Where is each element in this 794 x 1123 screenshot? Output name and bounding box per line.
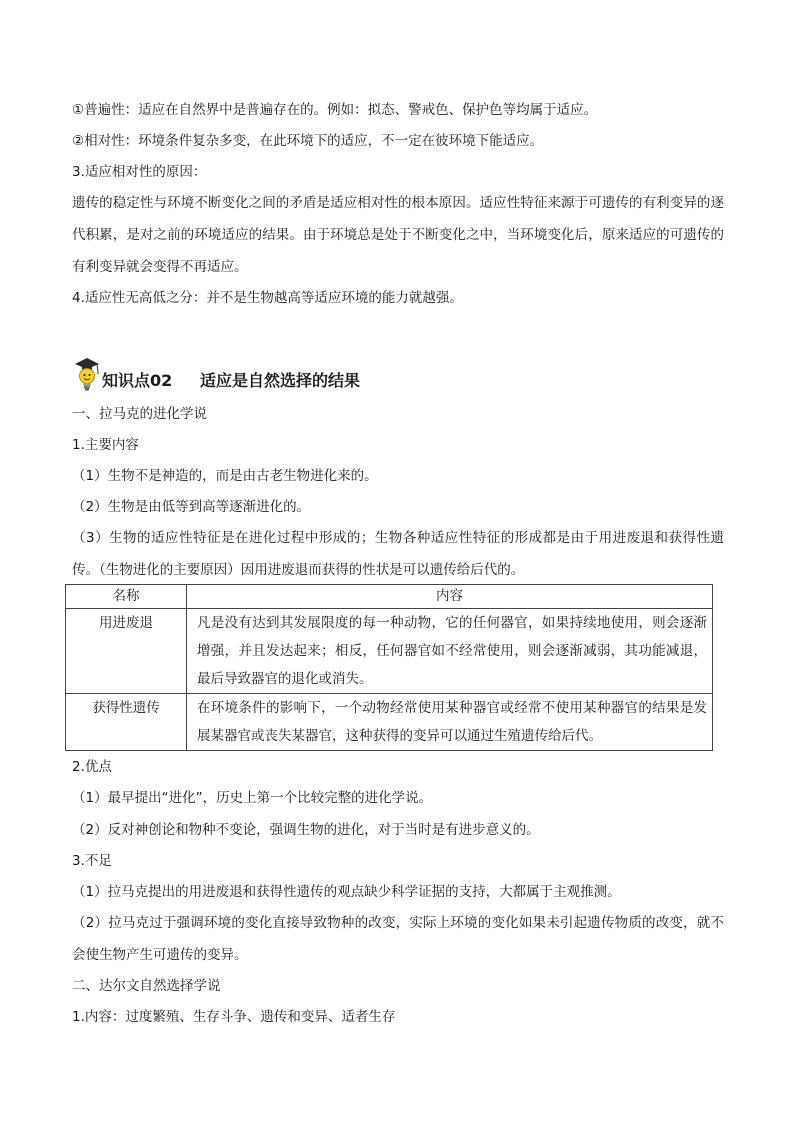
table-row (66, 609, 713, 694)
table-cell-name: 获得性遗传 (66, 694, 187, 751)
relativity-line: ②相对性：环境条件复杂多变，在此环境下的适应，不一定在彼环境下能适应。 (72, 133, 544, 149)
universality-line: ①普遍性：适应在自然界中是普遍存在的。例如：拟态、警戒色、保护色等均属于适应。 (72, 102, 598, 118)
flaw-title: 3.不足 (72, 853, 112, 869)
knowledge-point-title: 适应是自然选择的结果 (200, 371, 361, 390)
table-header-content: 内容 (187, 585, 713, 609)
knowledge-point-heading (72, 355, 572, 395)
lamarck-table (65, 584, 713, 751)
cause-title: 3.适应相对性的原因： (72, 164, 207, 180)
merit-1: （1）最早提出“进化”，历史上第一个比较完整的进化学说。 (72, 790, 433, 806)
darwin-content: 1.内容：过度繁殖、生存斗争、遗传和变异、适者生存 (72, 1009, 396, 1025)
no-rank-line: 4.适应性无高低之分：并不是生物越高等适应环境的能力就越强。 (72, 290, 463, 306)
table-row (66, 694, 713, 751)
table-cell-content: 凡是没有达到其发展限度的每一种动物，它的任何器官，如果持续地使用，则会逐渐增强，并且发达起来；相反，任何器官如不经常使用，则会逐渐减弱，其功能减退，最后导致器官的退化或消失。 (187, 609, 713, 694)
lamarck-main-title: 1.主要内容 (72, 437, 139, 453)
table-cell-name: 用进废退 (66, 609, 187, 694)
table-cell-content: 在环境条件的影响下，一个动物经常使用某种器官或经常不使用某种器官的结果是发展某器官或丧失某器官，这种获得的变异可以通过生殖遗传给后代。 (187, 694, 713, 751)
flaw-2: （2）拉马克过于强调环境的变化直接导致物种的改变，实际上环境的变化如果未引起遗传物质的改变，就不会使生物产生可遗传的变异。 (72, 915, 724, 963)
table-header-row (66, 585, 713, 609)
knowledge-point-label: 知识点02 (102, 371, 173, 390)
merit-2: （2）反对神创论和物种不变论，强调生物的进化，对于当时是有进步意义的。 (72, 822, 540, 838)
lamarck-point-3: （3）生物的适应性特征是在进化过程中形成的；生物各种适应性特征的形成都是由于用进废退和获得性遗传。（生物进化的主要原因）因用进废退而获得的性状是可以遗传给后代的。 (72, 530, 724, 578)
merit-title: 2.优点 (72, 759, 112, 775)
lamarck-section-title: 一、拉马克的进化学说 (72, 406, 207, 422)
cause-paragraph: 遗传的稳定性与环境不断变化之间的矛盾是适应相对性的根本原因。适应性特征来源于可遗传的有利变异的逐代积累，是对之前的环境适应的结果。由于环境总是处于不断变化之中，当环境变化后，原来适应的可遗传的有利变异就会变得不再适应。 (72, 195, 724, 275)
lamarck-point-1: （1）生物不是神造的，而是由古老生物进化来的。 (72, 468, 378, 484)
graduate-bulb-icon (72, 355, 102, 395)
lamarck-point-2: （2）生物是由低等到高等逐渐进化的。 (72, 499, 311, 515)
flaw-1: （1）拉马克提出的用进废退和获得性遗传的观点缺少科学证据的支持，大都属于主观推测。 (72, 884, 621, 900)
darwin-section-title: 二、达尔文自然选择学说 (72, 978, 221, 994)
table-header-name: 名称 (66, 585, 187, 609)
